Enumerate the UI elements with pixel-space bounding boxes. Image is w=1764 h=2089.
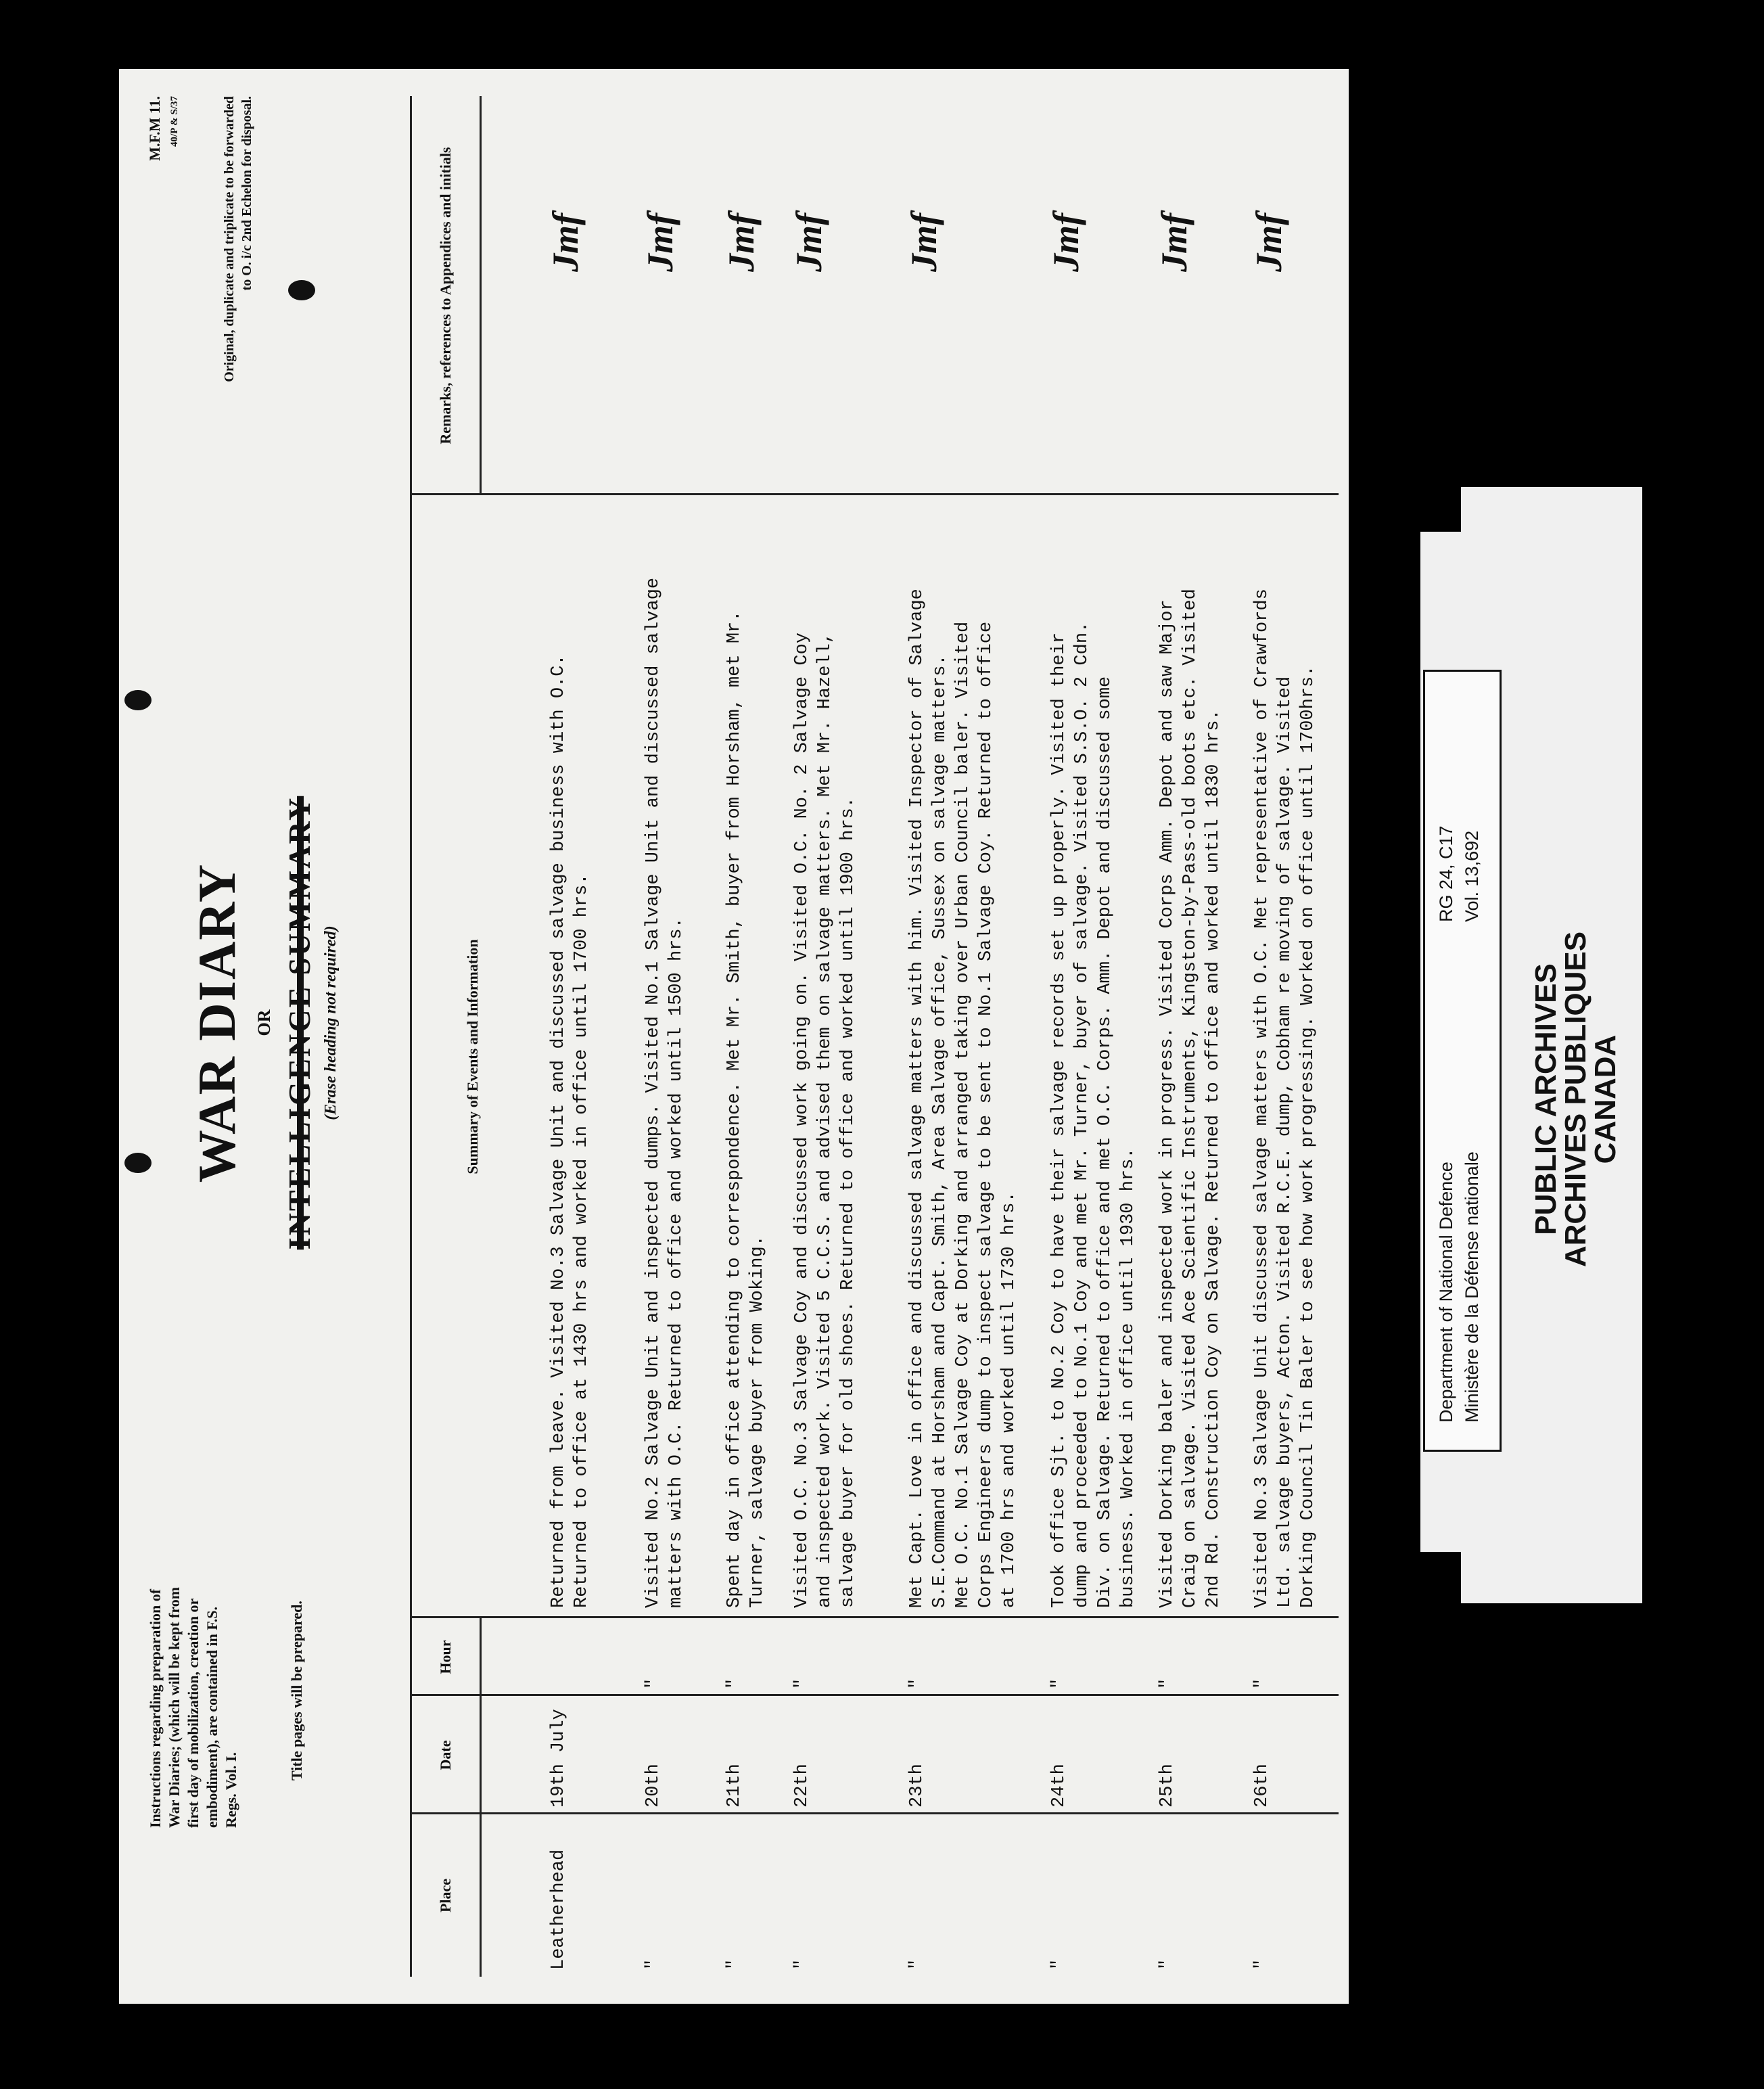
struck-heading: INTELLIGENCE SUMMARY — [282, 796, 317, 1250]
pa-english: PUBLIC ARCHIVES — [1529, 963, 1562, 1235]
summary-line: matters with O.C. Returned to office and worked until 1500 hrs. — [666, 917, 687, 1608]
archive-reference-label — [1423, 670, 1502, 1452]
summary-line: Met Capt. Love in office and discussed salvage matters with him. Visited Inspector of Salvage — [907, 589, 927, 1608]
row-hour: " — [643, 1678, 664, 1689]
row-place: " — [1049, 1958, 1069, 1970]
row-initials: Jmf — [789, 213, 829, 272]
col-header-date: Date — [437, 1740, 454, 1770]
row-date: 24th — [1049, 1764, 1069, 1808]
row-place: " — [1252, 1958, 1272, 1970]
dept-french: Ministère de la Défense nationale — [1462, 1151, 1482, 1423]
form-number — [146, 96, 183, 245]
row-hour: " — [907, 1678, 927, 1689]
row-place: Leatherhead — [549, 1849, 569, 1970]
erase-note: (Erase heading not required) — [322, 925, 340, 1120]
summary-line: Visited No.2 Salvage Unit and inspected dumps. Visited No.1 Salvage Unit and discussed salvage — [643, 577, 664, 1608]
punch-hole — [124, 1153, 152, 1173]
summary-line: Took office Sjt. to No.2 Coy to have their salvage records set up properly. Visited their — [1049, 632, 1069, 1608]
summary-line: Met O.C. No.1 Salvage Coy at Dorking and arranged taking over Urban Council baler. Visited — [953, 621, 973, 1608]
summary-line: salvage buyer for old shoes. Returned to office and worked until 1900 hrs. — [838, 797, 858, 1608]
summary-line: Returned from leave. Visited No.3 Salvage Unit and discussed salvage business with O.C. — [549, 654, 569, 1608]
col-header-place: Place — [437, 1878, 454, 1913]
row-initials: Jmf — [545, 213, 586, 272]
summary-line: Turner, salvage buyer from Woking. — [747, 1235, 768, 1608]
summary-line: business. Worked in office until 1930 hrs. — [1118, 1147, 1138, 1608]
summary-line: 2nd Rd. Construction Coy on Salvage. Returned to office and worked until 1830 hrs. — [1203, 709, 1224, 1608]
row-summary — [723, 505, 769, 1608]
summary-line: and inspected work. Visited 5 C.C.S. and advised them on salvage matters. Met Mr. Hazell, — [815, 632, 835, 1608]
summary-line: Craig on salvage. Visited Ace Scientific Instruments, Kingston-by-Pass-old boots etc. Visited — [1180, 589, 1201, 1608]
row-date: 25th — [1157, 1764, 1178, 1808]
row-summary — [1156, 505, 1225, 1608]
dept-english: Department of National Defence — [1436, 1162, 1456, 1423]
row-initials: Jmf — [1046, 213, 1086, 272]
summary-line: Visited O.C. No.3 Salvage Coy and discussed work going on. Visited O.C. No. 2 Salvage Coy — [792, 632, 812, 1608]
row-date: 20th — [643, 1764, 664, 1808]
summary-line: at 1700 hrs and worked until 1730 hrs. — [999, 1191, 1019, 1608]
summary-line: S.E.Command at Horsham and Capt. Smith, Area Salvage office, Sussex on salvage matters. — [930, 654, 950, 1608]
col-header-hour: Hour — [437, 1640, 454, 1674]
summary-line: Dorking Council Tin Baler to see how work progressing. Worked on office until 1700hrs. — [1298, 665, 1318, 1608]
row-initials: Jmf — [1154, 213, 1194, 272]
summary-line: Corps Engineers dump to inspect salvage to be sent to No.1 Salvage Coy. Returned to office — [976, 621, 996, 1608]
row-initials: Jmf — [1249, 213, 1289, 272]
summary-line: Returned to office at 1430 hrs and worked in office until 1700 hrs. — [572, 873, 592, 1608]
row-place: " — [1157, 1958, 1178, 1970]
summary-line: Visited No.3 Salvage Unit discussed salvage matters with O.C. Met representative of Crawfords — [1252, 589, 1272, 1608]
record-group: RG 24, C17 — [1436, 825, 1456, 922]
row-hour: " — [792, 1678, 812, 1689]
row-hour: " — [1252, 1678, 1272, 1689]
row-summary — [547, 505, 593, 1608]
summary-line: Div. on Salvage. Returned to office and met O.C. Corps. Amm. Depot and discussed some — [1095, 676, 1115, 1608]
summary-line: dump and proceeded to No.1 Coy and met Mr. Turner, buyer of salvage. Visited S.S.O. 2 Cdn. — [1072, 621, 1092, 1608]
pa-country: CANADA — [1589, 1034, 1622, 1164]
row-date: 22th — [792, 1764, 812, 1808]
volume: Vol. 13,692 — [1462, 830, 1482, 922]
row-place: " — [643, 1958, 664, 1970]
diary-table — [410, 96, 1339, 1977]
row-summary — [1251, 505, 1320, 1608]
row-summary — [791, 505, 860, 1608]
row-date: 23th — [907, 1764, 927, 1808]
war-diary-sheet — [119, 69, 1349, 2004]
title-or: OR — [254, 1009, 274, 1036]
row-initials: Jmf — [640, 213, 680, 272]
summary-line: Visited Dorking baler and inspected work in progress. Visited Corps Amm. Depot and saw Major — [1157, 599, 1178, 1608]
row-date: 21th — [724, 1764, 745, 1808]
row-hour: " — [1157, 1678, 1178, 1689]
row-place: " — [792, 1958, 812, 1970]
public-archives-stamp — [1531, 839, 1626, 1360]
original-note: Original, duplicate and triplicate to be forwarded to O. i/c 2nd Echelon for disposal. — [222, 96, 254, 382]
row-hour: " — [724, 1678, 745, 1689]
row-place: " — [907, 1958, 927, 1970]
title-pages-note: Title pages will be prepared. — [288, 1601, 305, 1781]
row-hour: " — [1049, 1678, 1069, 1689]
page-title: WAR DIARY — [187, 863, 246, 1183]
form-number-main: M.F.M 11. — [146, 96, 163, 161]
row-summary — [642, 505, 688, 1608]
punch-hole — [288, 280, 315, 300]
row-date: 26th — [1252, 1764, 1272, 1808]
pa-french: ARCHIVES PUBLIQUES — [1559, 931, 1592, 1268]
row-initials: Jmf — [721, 213, 762, 272]
summary-line: Spent day in office attending to correspondence. Met Mr. Smith, buyer from Horsham, met Mr. — [724, 610, 745, 1608]
row-initials: Jmf — [904, 213, 944, 272]
row-summary — [1048, 505, 1140, 1608]
summary-line: Ltd. salvage buyers, Acton. Visited R.C.E. dump, Cobham re moving of salvage. Visited — [1275, 676, 1295, 1608]
col-header-summary: Summary of Events and Information — [464, 939, 481, 1174]
col-header-remarks: Remarks, references to Appendices and initials — [437, 147, 454, 444]
row-summary — [906, 505, 1021, 1608]
war-diary-page — [119, 69, 1349, 2004]
instructions-note: Instructions regarding preparation of War Diaries; (which will be kept from first day of mobilization, creation or embodiment), are contained in F.S. Regs. Vol. I. — [147, 1586, 239, 1828]
row-date: 19th July — [549, 1709, 569, 1808]
form-number-sub: 40/P & S/37 — [169, 96, 180, 147]
row-place: " — [724, 1958, 745, 1970]
punch-hole — [124, 690, 152, 710]
